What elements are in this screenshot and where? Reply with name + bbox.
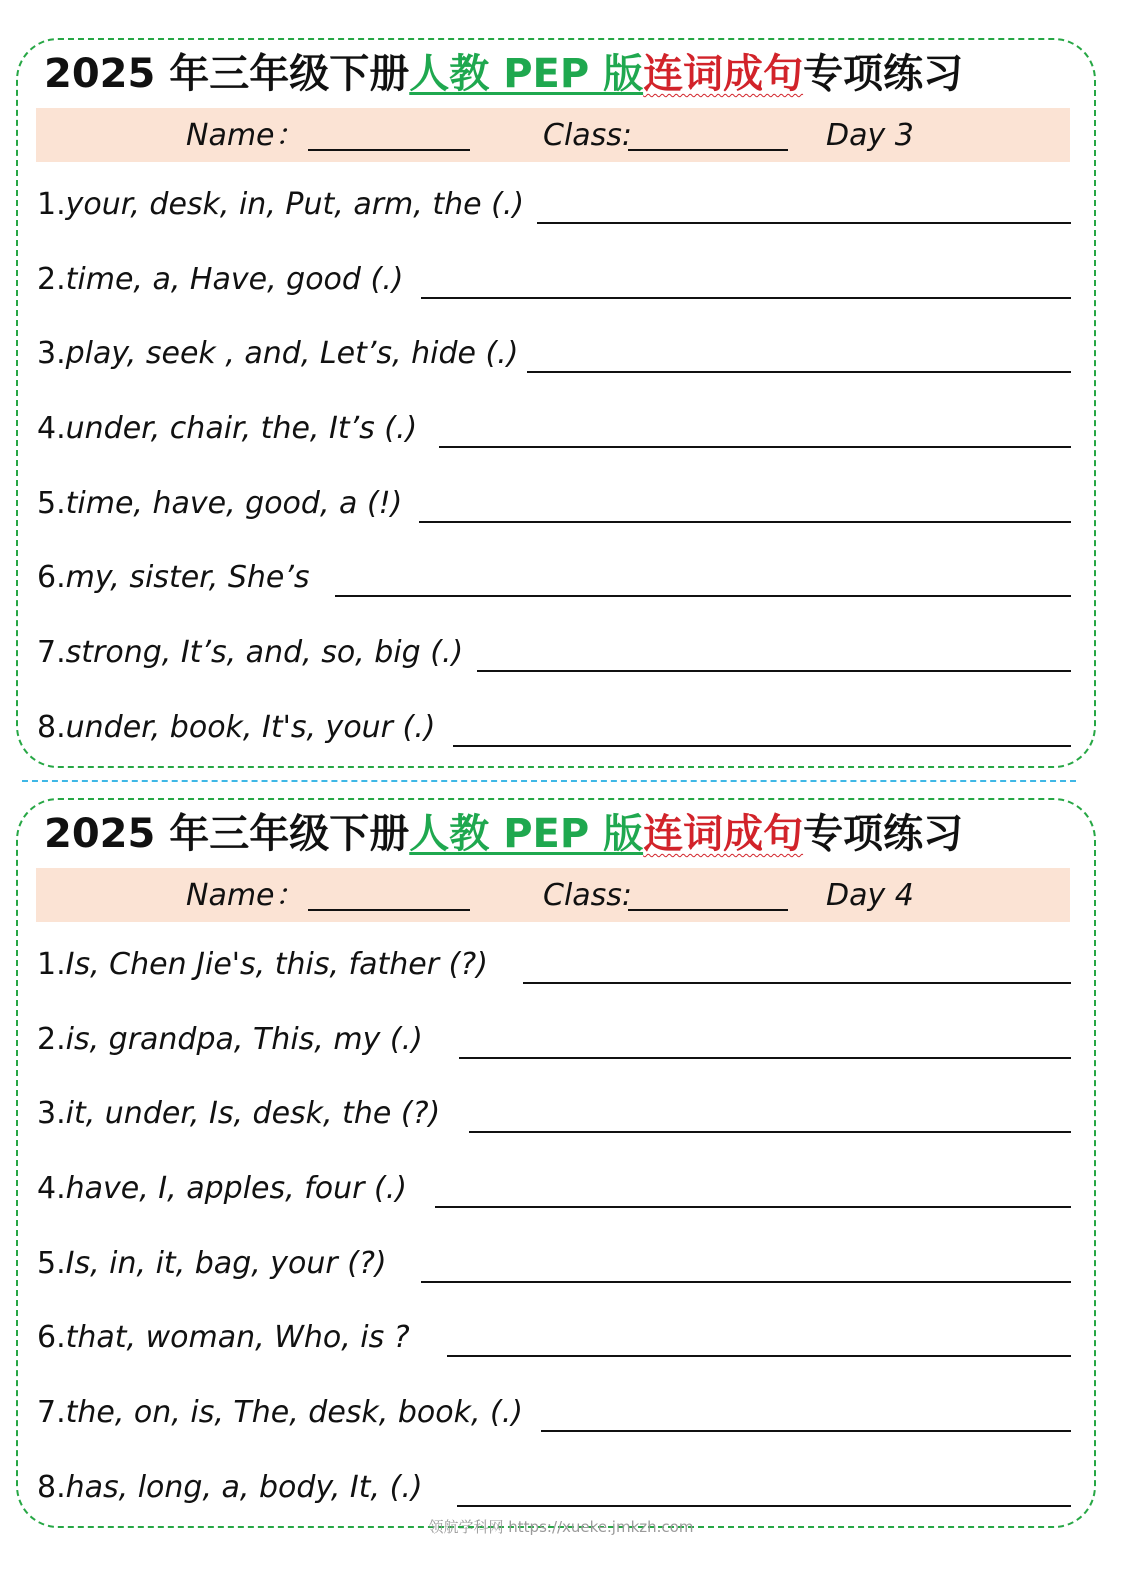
question-number: 7. xyxy=(37,1395,66,1430)
question-item xyxy=(37,703,1077,753)
question-number: 3. xyxy=(37,336,66,371)
title-part-4: 专项练习 xyxy=(803,51,964,97)
question-number: 3. xyxy=(37,1096,66,1131)
question-item xyxy=(37,940,1077,990)
question-words: your, desk, in, Put, arm, the (.) xyxy=(65,187,525,222)
question-item xyxy=(37,628,1077,678)
cut-line-separator xyxy=(22,780,1076,782)
class-label: Class: xyxy=(543,118,633,153)
question-number: 6. xyxy=(37,1320,66,1355)
question-item xyxy=(37,1164,1077,1214)
name-blank[interactable] xyxy=(308,149,470,151)
answer-line[interactable] xyxy=(439,446,1071,448)
answer-line[interactable] xyxy=(335,595,1071,597)
title-part-2: 人教 PEP 版 xyxy=(409,811,644,857)
question-item xyxy=(37,329,1077,379)
question-words: it, under, Is, desk, the (?) xyxy=(65,1096,441,1131)
question-words: my, sister, She’s xyxy=(65,560,310,595)
question-number: 4. xyxy=(37,411,66,446)
answer-line[interactable] xyxy=(457,1505,1071,1507)
day-label: Day 4 xyxy=(826,878,914,913)
question-words: time, have, good, a (!) xyxy=(65,486,403,521)
question-item xyxy=(37,1239,1077,1289)
question-item xyxy=(37,1463,1077,1513)
name-label: Name： xyxy=(186,878,305,913)
question-item xyxy=(37,1015,1077,1065)
answer-line[interactable] xyxy=(421,1281,1071,1283)
answer-line[interactable] xyxy=(537,222,1071,224)
answer-line[interactable] xyxy=(459,1057,1071,1059)
question-item xyxy=(37,404,1077,454)
question-item xyxy=(37,180,1077,230)
question-item xyxy=(37,479,1077,529)
question-number: 8. xyxy=(37,710,66,745)
question-number: 6. xyxy=(37,560,66,595)
title-part-2: 人教 PEP 版 xyxy=(409,51,644,97)
answer-line[interactable] xyxy=(523,982,1071,984)
answer-line[interactable] xyxy=(453,745,1071,747)
footer-watermark: 领航学科网 https://xueke.jmkzh.com xyxy=(428,1518,694,1536)
question-number: 2. xyxy=(37,262,66,297)
question-number: 1. xyxy=(37,187,66,222)
question-number: 1. xyxy=(37,947,66,982)
question-words: time, a, Have, good (.) xyxy=(65,262,404,297)
question-number: 7. xyxy=(37,635,66,670)
answer-line[interactable] xyxy=(421,297,1071,299)
question-words: is, grandpa, This, my (.) xyxy=(65,1022,423,1057)
name-blank[interactable] xyxy=(308,909,470,911)
question-item xyxy=(37,553,1077,603)
answer-line[interactable] xyxy=(419,521,1071,523)
question-words: under, book, It's, your (.) xyxy=(65,710,436,745)
worksheet-panel-day-3 xyxy=(16,38,1096,768)
class-blank[interactable] xyxy=(628,149,788,151)
answer-line[interactable] xyxy=(435,1206,1071,1208)
question-words: strong, It’s, and, so, big (.) xyxy=(65,635,464,670)
title-part-3: 连词成句 xyxy=(643,811,804,857)
question-number: 5. xyxy=(37,486,66,521)
title-part-3: 连词成句 xyxy=(643,51,804,97)
answer-line[interactable] xyxy=(447,1355,1071,1357)
name-label: Name： xyxy=(186,118,305,153)
question-words: Is, Chen Jie's, this, father (?) xyxy=(65,947,488,982)
answer-line[interactable] xyxy=(477,670,1071,672)
question-words: has, long, a, body, It, (.) xyxy=(65,1470,423,1505)
question-words: that, woman, Who, is ? xyxy=(65,1320,410,1355)
question-number: 8. xyxy=(37,1470,66,1505)
question-words: Is, in, it, bag, your (?) xyxy=(65,1246,387,1281)
question-words: under, chair, the, It’s (.) xyxy=(65,411,418,446)
question-words: the, on, is, The, desk, book, (.) xyxy=(65,1395,523,1430)
question-number: 4. xyxy=(37,1171,66,1206)
question-item xyxy=(37,1388,1077,1438)
student-info-bar xyxy=(36,108,1070,162)
day-label: Day 3 xyxy=(826,118,914,153)
student-info-bar xyxy=(36,868,1070,922)
title-part-1: 2025 年三年级下册 xyxy=(44,51,410,97)
question-number: 2. xyxy=(37,1022,66,1057)
class-blank[interactable] xyxy=(628,909,788,911)
answer-line[interactable] xyxy=(527,371,1071,373)
question-item xyxy=(37,1313,1077,1363)
question-words: have, I, apples, four (.) xyxy=(65,1171,407,1206)
title-part-4: 专项练习 xyxy=(803,811,964,857)
answer-line[interactable] xyxy=(469,1131,1071,1133)
question-item xyxy=(37,255,1077,305)
answer-line[interactable] xyxy=(541,1430,1071,1432)
worksheet-title xyxy=(44,46,1074,102)
question-number: 5. xyxy=(37,1246,66,1281)
class-label: Class: xyxy=(543,878,633,913)
title-part-1: 2025 年三年级下册 xyxy=(44,811,410,857)
question-words: play, seek , and, Let’s, hide (.) xyxy=(65,336,519,371)
worksheet-title xyxy=(44,806,1074,862)
question-item xyxy=(37,1089,1077,1139)
worksheet-panel-day-4 xyxy=(16,798,1096,1528)
